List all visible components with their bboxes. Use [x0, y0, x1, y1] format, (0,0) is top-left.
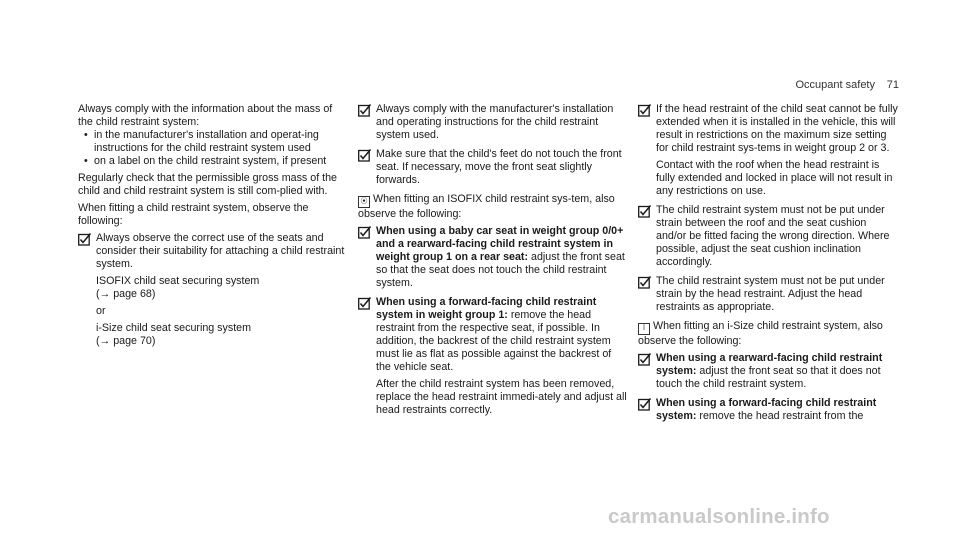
checkbox-icon: [638, 275, 656, 314]
checklist-item: If the head restraint of the child seat cannot be fully extended when it is installed in the vehicle, this will result in restrictions on the maximum size setting for child restraint sys-tems in weight group 2 or 3. Contact with the roof when the head restraint is fully extended and locked in place will not result in any restrictions on use.: [638, 103, 898, 198]
checklist-item: When using a forward-facing child restraint system: remove the head restraint from the: [638, 397, 898, 423]
checklist-item: Always comply with the manufacturer's installation and operating instructions for the child restraint system used.: [358, 103, 628, 142]
column-2: [358, 103, 628, 417]
checklist-item: Make sure that the child's feet do not touch the front seat. If necessary, move the front seat slightly forwards.: [358, 148, 628, 187]
condition-heading: When using a forward-facing child restraint system:: [656, 397, 877, 422]
checkbox-icon: [358, 296, 376, 417]
condition-heading: When using a forward-facing child restraint system in weight group 1:: [376, 296, 597, 321]
or-text: or: [96, 305, 106, 317]
checkbox-icon: [638, 103, 656, 198]
list-item: • on a label on the child restraint system, if present: [78, 155, 348, 168]
checklist-item: The child restraint system must not be put under strain by the head restraint. Adjust the head restraints as appropriate.: [638, 275, 898, 314]
condition-heading: When using a baby car seat in weight group 0/0+ and a rearward-facing child restraint system in weight group 1 on a rear seat:: [376, 225, 624, 263]
section-title: Occupant safety: [795, 79, 875, 91]
checklist-item: Always observe the correct use of the seats and consider their suitability for attaching a child restraint system. ISOFIX child seat securing system (→ page 68) or i-Size child seat securing system (→ page 70): [78, 232, 348, 348]
after-removal-text: After the child restraint system has been removed, replace the head restraint immedi-ately and adjust all head restraints correctly.: [376, 378, 627, 416]
isize-icon: ǐ: [638, 323, 650, 335]
checklist-item: When using a forward-facing child restraint system in weight group 1: remove the head restraint from the respective seat, if possible. In addition, the backrest of the child restraint system must lie as flat as possible against the backrest of the vehicle seat. After the child restraint system has been removed, replace the head restraint immedi-ately and adjust all head restraints correctly.: [358, 296, 628, 417]
isize-reference: i-Size child seat securing system: [96, 322, 252, 334]
condition-heading: When using a rearward-facing child restraint system:: [656, 352, 883, 377]
checkbox-icon: [638, 352, 656, 391]
column-3: [638, 103, 898, 423]
isofix-icon: ⦿: [358, 196, 370, 208]
checkbox-icon: [638, 204, 656, 269]
bullet-icon: •: [84, 155, 88, 167]
checklist-item: When using a rearward-facing child restraint system: adjust the front seat so that it does not touch the child restraint system.: [638, 352, 898, 391]
isize-note: ǐ When fitting an i-Size child restraint system, also observe the following:: [638, 320, 883, 347]
isofix-note: ⦿ When fitting an ISOFIX child restraint sys-tem, also observe the following:: [358, 193, 615, 220]
isize-page-link[interactable]: (→ page 70): [96, 335, 156, 347]
checkbox-icon: [638, 397, 656, 423]
bullet-icon: •: [84, 129, 88, 141]
watermark: carmanualsonline.info: [608, 505, 830, 528]
page-number: 71: [886, 79, 899, 91]
list-item: • in the manufacturer's installation and operat-ing instructions for the child restraint system used: [78, 129, 348, 155]
column-1: [78, 103, 348, 348]
checklist-item: When using a baby car seat in weight group 0/0+ and a rearward-facing child restraint system in weight group 1 on a rear seat: adjust the front seat so that the seat does not touch the child restraint system.: [358, 225, 628, 290]
checkbox-icon: [78, 232, 96, 348]
intro-text: Always comply with the information about the mass of the child restraint system:: [78, 103, 333, 128]
checkbox-icon: [358, 103, 376, 142]
isofix-reference: ISOFIX child seat securing system: [96, 275, 260, 287]
checkbox-icon: [358, 148, 376, 187]
page-header: [765, 79, 915, 93]
checklist-item: The child restraint system must not be put under strain between the roof and the seat cushion and/or be fitted facing the wrong direction. Where possible, adjust the seat cushion inclination accordingly.: [638, 204, 898, 269]
fitting-text: When fitting a child restraint system, observe the following:: [78, 202, 309, 227]
checkbox-icon: [358, 225, 376, 290]
mass-check-text: Regularly check that the permissible gross mass of the child and child restraint system is still com-plied with.: [78, 172, 337, 197]
isofix-page-link[interactable]: (→ page 68): [96, 288, 156, 300]
